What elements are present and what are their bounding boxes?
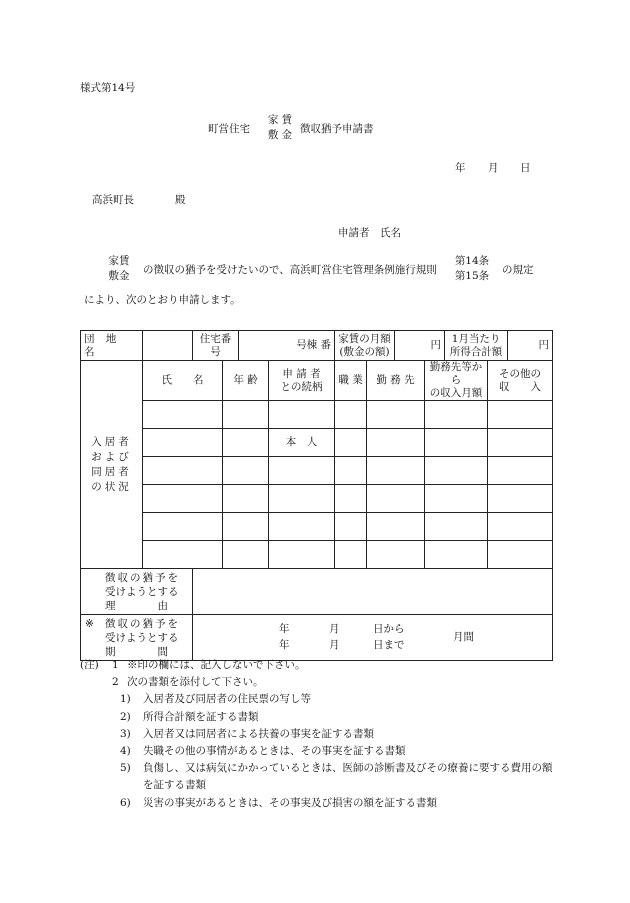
period-to-year: 年 [279,639,290,651]
note-item-4 [80,743,560,760]
resident-row [81,401,553,429]
note-1 [80,657,560,674]
residents-label [81,361,143,569]
title-choice-deposit: 敷 金 [267,129,293,141]
note-item-6-text: 災害の事実があるときは、その事実及び損害の額を証する書類 [143,796,437,809]
period-from-day: 日から [373,623,405,635]
period-from-month: 月 [329,623,340,635]
col-other-income-2: 収 入 [499,380,542,393]
col-relation-2: との続柄 [280,380,323,393]
rent-amount-label-1: 家賃の月額 [338,332,391,345]
reason-value[interactable] [193,569,553,615]
col-age: 年 齢 [223,361,269,401]
period-to-day: 日まで [373,639,405,651]
note-2-num: 2 [112,676,119,689]
body-choice-deposit: 敷金 [108,270,130,282]
title-choice-rent: 家 賃 [267,114,293,126]
reason-label-1: 徴収の猶予を [105,571,180,584]
income-total-yen[interactable]: 円 [508,331,553,361]
application-table [80,330,553,661]
note-item-2-num: 2) [120,710,131,723]
note-item-3-num: 3) [120,727,131,740]
rent-amount-label-2: (敷金の額) [339,345,390,358]
note-1-text: ※印の欄には、記入しないで下さい。 [127,659,306,671]
title-prefix: 町営住宅 [208,123,250,135]
note-item-5-num: 5) [120,762,131,775]
note-item-2-text: 所得合計額を証する書類 [143,710,259,723]
danchi-value[interactable] [143,331,193,361]
applicant-label: 申請者 [338,227,370,239]
note-item-5-text: 負傷し、又は病気にかかっているときは、医師の診断書及びその療養に要する費用の額を証する書類 [143,762,553,792]
body-choice [104,254,134,284]
note-item-1 [80,691,560,708]
date-day: 日 [520,162,531,174]
notes [80,657,560,812]
col-other-income [488,361,553,401]
note-2 [80,674,560,691]
col-monthly-income-2: の収入月額 [429,387,483,399]
date-year: 年 [455,162,466,174]
period-label-1: 徴収の猶予を [105,617,180,630]
reason-label-2: 受けようとする [105,585,179,598]
note-item-1-text: 入居者及び同居者の住民票の写し等 [143,693,311,706]
col-workplace: 勤 務 先 [367,361,425,401]
income-total-label [445,331,508,361]
resident-row [81,513,553,541]
period-label [81,615,193,661]
note-item-3 [80,726,560,743]
residents-label-3: 同居者 [91,465,132,478]
form-number: 様式第14号 [80,82,136,94]
body-article-15: 第15条 [454,270,490,282]
addressee-name: 高浜町長 [92,194,134,206]
body-text-1: の徴収の猶予を受けたいので、高浜町営住宅管理条例施行規則 [143,264,437,276]
note-item-1-num: 1) [120,693,131,706]
col-job: 職 業 [335,361,367,401]
title-choice [262,113,298,143]
note-item-6 [80,795,560,812]
col-monthly-income-1: 勤務先等から [429,361,483,386]
period-months: 月間 [453,631,474,643]
note-item-6-num: 6) [120,796,131,809]
column-header-row [81,361,553,401]
addressee-honorific: 殿 [175,194,186,206]
body-article-14: 第14条 [454,255,490,267]
residents-label-1: 入居者 [91,435,132,448]
note-item-5 [80,760,560,794]
note-item-2 [80,709,560,726]
note-item-4-text: 失職その他の事情があるときは、その事実を証する書類 [143,745,406,758]
header-row [81,331,553,361]
residents-label-4: の状況 [91,480,132,493]
period-row [81,615,553,661]
col-relation [269,361,335,401]
col-monthly-income [425,361,488,401]
resident-row [81,429,553,457]
period-from-year: 年 [279,623,290,635]
period-value[interactable] [193,615,553,661]
danchi-label: 団 地 名 [81,331,143,361]
income-total-label-2: 所得合計額 [449,345,503,358]
residents-label-2: および [91,450,132,463]
body-text-2: の規定 [502,264,534,276]
applicant-name-label: 氏名 [380,227,401,239]
date-month: 月 [488,162,499,174]
title-suffix: 徴収猶予申請書 [300,123,374,135]
self-label: 本 人 [269,429,335,457]
income-total-label-1: 1月当たり [451,332,501,345]
note-1-num: 1 [112,659,119,671]
note-item-3-text: 入居者又は同居者による扶養の事実を証する書類 [143,727,374,740]
note-2-text: 次の書類を添付して下さい。 [127,676,264,689]
reason-row [81,569,553,615]
body-choice-rent: 家賃 [108,255,130,267]
body-article [452,254,492,284]
col-other-income-1: その他の [499,367,542,380]
jutaku-bango-label: 住宅番号 [193,331,239,361]
col-relation-1: 申 請 者 [282,367,321,380]
body-text-3: により、次のとおり申請します。 [84,294,241,306]
resident-row [81,541,553,569]
resident-row [81,457,553,485]
resident-row [81,485,553,513]
period-mark: ※ [85,617,94,630]
period-label-2: 受けようとする [105,631,179,644]
col-name: 氏 名 [143,361,223,401]
period-label-3: 期 間 [105,645,168,658]
note-item-4-num: 4) [120,745,131,758]
period-to-month: 月 [329,639,340,651]
rent-amount-label [335,331,395,361]
notes-prefix: (注) [80,659,99,671]
reason-label [81,569,193,615]
reason-label-3: 理 由 [105,599,168,612]
go-to-ban-field[interactable]: 号棟 番 [239,331,335,361]
rent-amount-yen[interactable]: 円 [395,331,445,361]
